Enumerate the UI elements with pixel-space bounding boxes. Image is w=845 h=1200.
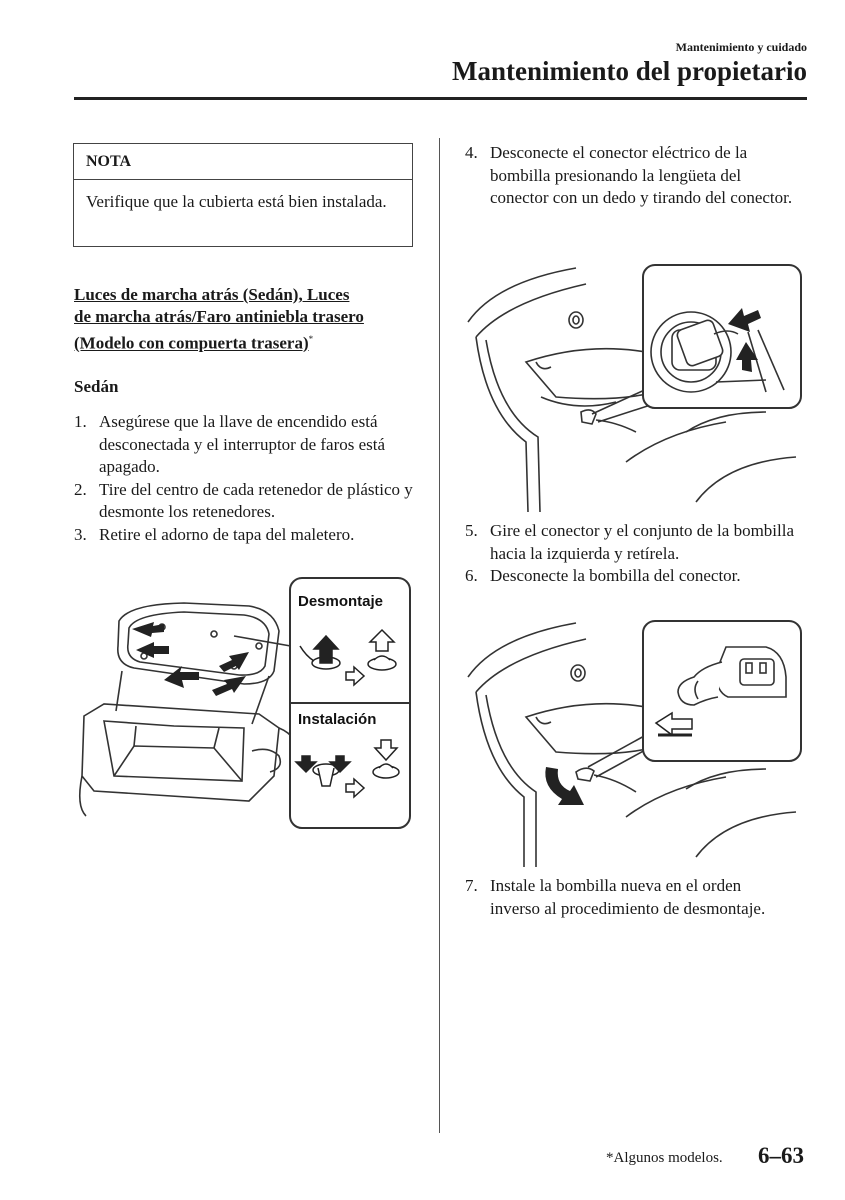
- step-text: Asegúrese que la llave de encendido está desconectada y el interruptor de faros está apagado.: [99, 412, 386, 476]
- list-item: [74, 524, 424, 547]
- list-item: [465, 875, 795, 920]
- sedan-steps: [74, 411, 424, 546]
- subsection-line-2: de marcha atrás/Faro antiniebla trasero: [74, 307, 364, 326]
- page-number: 6–63: [758, 1143, 804, 1168]
- step-text: Instale la bombilla nueva en el orden inverso al procedimiento de desmontaje.: [490, 876, 766, 918]
- step-text: Desconecte la bombilla del conector.: [490, 566, 741, 585]
- list-item: [465, 565, 805, 588]
- step-number: 1.: [74, 412, 87, 431]
- subsection-line-1: Luces de marcha atrás (Sedán), Luces: [74, 285, 350, 304]
- step-number: 7.: [465, 876, 478, 895]
- asterisk-mark: *: [308, 334, 314, 344]
- step-list-a: [465, 142, 795, 210]
- column-divider: [439, 138, 440, 1133]
- list-item: [465, 520, 805, 565]
- subsection-line-3: (Modelo con compuerta trasera): [74, 333, 309, 353]
- list-item: [74, 479, 424, 524]
- step-list-b: [465, 520, 805, 588]
- step-text: Tire del centro de cada retenedor de plástico y desmonte los retenedores.: [99, 479, 413, 521]
- step-number: 2.: [74, 479, 87, 499]
- step-list-c: [465, 875, 795, 920]
- install-label: Instalación: [298, 711, 377, 728]
- step-number: 4.: [465, 143, 478, 162]
- trunk-trim-figure: [74, 576, 414, 831]
- step-number: 6.: [465, 566, 478, 585]
- sedan-heading: Sedán: [74, 377, 119, 396]
- note-box: [73, 143, 413, 247]
- chapter-title: Mantenimiento del propietario: [452, 56, 807, 86]
- note-heading: NOTA: [74, 144, 412, 180]
- removal-label: Desmontaje: [298, 593, 384, 610]
- subsection-heading: [74, 284, 419, 355]
- section-label: Mantenimiento y cuidado: [675, 40, 807, 54]
- bulb-figure: [466, 617, 806, 869]
- step-text: Retire el adorno de tapa del maletero.: [99, 524, 355, 544]
- step-text: Gire el conector y el conjunto de la bombilla hacia la izquierda y retírela.: [490, 521, 795, 563]
- list-item: [465, 142, 795, 210]
- list-item: [74, 411, 424, 479]
- step-number: 5.: [465, 521, 478, 540]
- note-text: Verifique que la cubierta está bien instalada.: [86, 192, 387, 211]
- step-number: 3.: [74, 524, 87, 544]
- header-rule: [74, 97, 807, 100]
- footnote: *Algunos modelos.: [606, 1150, 723, 1166]
- step-text: Desconecte el conector eléctrico de la bombilla presionando la lengüeta del conector con un dedo y tirando del conector.: [490, 143, 793, 207]
- connector-figure: [466, 262, 806, 514]
